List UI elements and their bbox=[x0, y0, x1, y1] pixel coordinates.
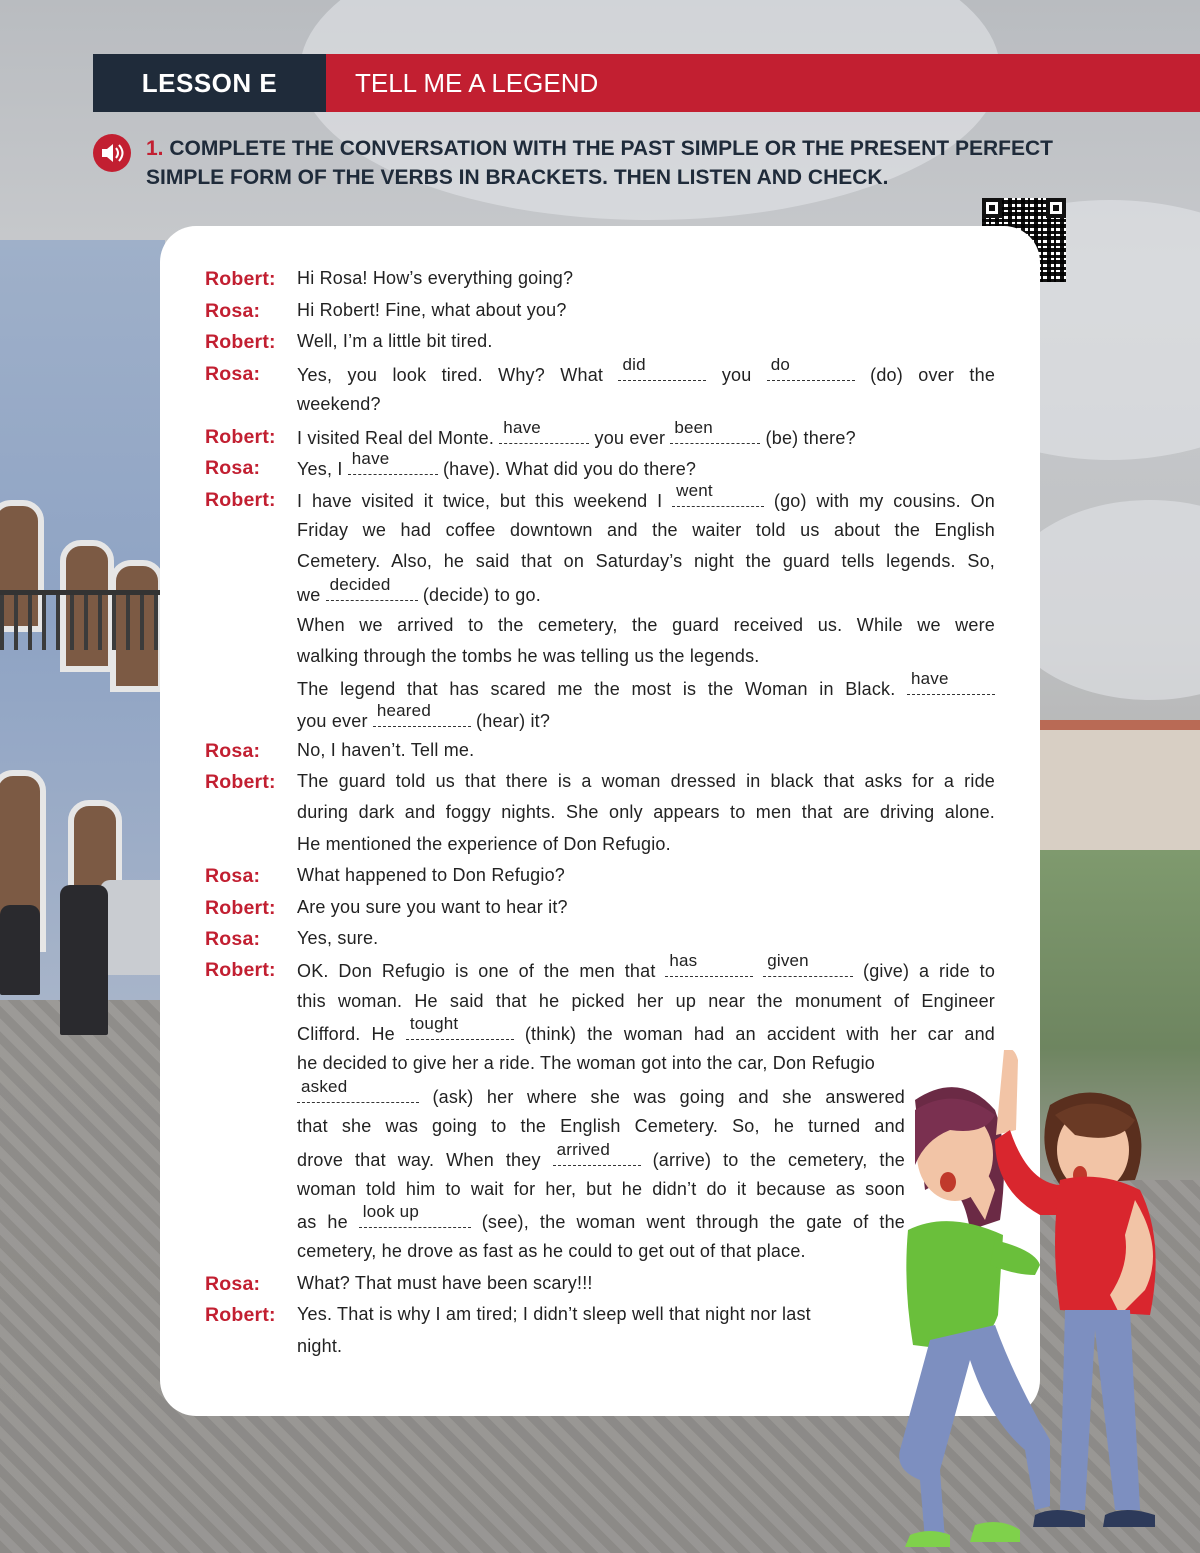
speaker-rosa: Rosa: bbox=[205, 865, 261, 887]
answer-blank[interactable]: do bbox=[767, 363, 855, 381]
answer-blank[interactable]: asked bbox=[297, 1085, 419, 1103]
speaker-robert: Robert: bbox=[205, 489, 276, 511]
speaker-robert: Robert: bbox=[205, 268, 276, 290]
instruction-number: 1. bbox=[146, 137, 164, 160]
instruction-text-2: SIMPLE FORM OF THE VERBS IN BRACKETS. THEN LISTEN AND CHECK. bbox=[146, 166, 889, 189]
answer-blank[interactable]: has bbox=[665, 959, 753, 977]
speaker-robert: Robert: bbox=[205, 959, 276, 981]
speaker-rosa: Rosa: bbox=[205, 457, 261, 479]
lesson-title: TELL ME A LEGEND bbox=[326, 54, 1200, 112]
speaker-rosa: Rosa: bbox=[205, 300, 261, 322]
audio-icon[interactable] bbox=[93, 134, 131, 172]
answer-blank[interactable]: have bbox=[499, 426, 589, 444]
answer-blank[interactable]: arrived bbox=[553, 1148, 641, 1166]
answer-blank[interactable]: went bbox=[672, 489, 764, 507]
answer-blank[interactable]: given bbox=[763, 959, 853, 977]
speaker-robert: Robert: bbox=[205, 331, 276, 353]
speaker-rosa: Rosa: bbox=[205, 740, 261, 762]
speaker-rosa: Rosa: bbox=[205, 1273, 261, 1295]
speaker-robert: Robert: bbox=[205, 426, 276, 448]
answer-blank[interactable]: heared bbox=[373, 709, 471, 727]
lesson-header bbox=[93, 54, 1200, 112]
speaker-robert: Robert: bbox=[205, 1304, 276, 1326]
instruction-text-1: COMPLETE THE CONVERSATION WITH THE PAST SIMPLE OR THE PRESENT PERFECT bbox=[169, 137, 1053, 160]
speaker-rosa: Rosa: bbox=[205, 363, 261, 385]
speaker-rosa: Rosa: bbox=[205, 928, 261, 950]
speaker-robert: Robert: bbox=[205, 771, 276, 793]
answer-blank[interactable]: decided bbox=[326, 583, 418, 601]
answer-blank[interactable]: did bbox=[618, 363, 706, 381]
speaker-robert: Robert: bbox=[205, 897, 276, 919]
boy-illustration bbox=[990, 1050, 1180, 1550]
answer-blank[interactable]: look up bbox=[359, 1210, 471, 1228]
answer-blank[interactable]: tought bbox=[406, 1022, 514, 1040]
answer-blank[interactable]: have bbox=[348, 457, 438, 475]
lesson-label: LESSON E bbox=[93, 54, 326, 112]
answer-blank[interactable]: been bbox=[670, 426, 760, 444]
answer-blank[interactable]: have bbox=[907, 677, 995, 695]
